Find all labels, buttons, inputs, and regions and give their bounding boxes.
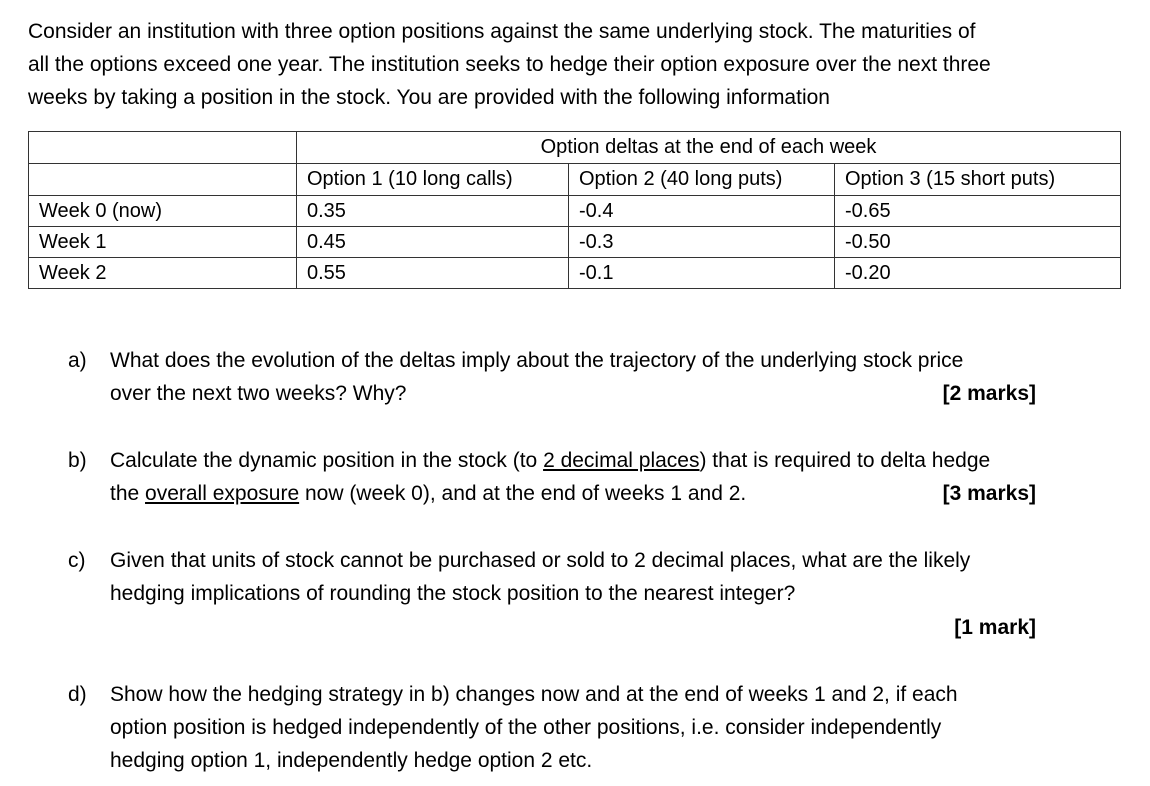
table-cell: -0.4 xyxy=(569,196,835,227)
row-label: Week 2 xyxy=(29,258,297,289)
question-d xyxy=(68,678,1108,777)
question-c xyxy=(68,544,1108,639)
empty-header-cell xyxy=(29,132,297,164)
column-header-option-2: Option 2 (40 long puts) xyxy=(569,164,835,196)
problem-intro xyxy=(28,15,1128,114)
question-d-line-3: hedging option 1, independently hedge option 2 etc. xyxy=(110,749,593,772)
table-cell: -0.50 xyxy=(835,227,1121,258)
text-segment: the xyxy=(110,482,146,505)
question-d-line-2: option position is hedged independently of the other positions, i.e. consider independently xyxy=(110,716,942,739)
underlined-term: 2 decimal places xyxy=(543,449,700,472)
table-cell: 0.55 xyxy=(297,258,569,289)
intro-line-2: all the options exceed one year. The institution seeks to hedge their option exposure over the next three xyxy=(28,53,991,76)
question-a-line-2: over the next two weeks? Why? xyxy=(110,382,407,405)
table-cell: -0.3 xyxy=(569,227,835,258)
group-header-row xyxy=(29,132,1121,164)
text-segment: ) that is required to delta hedge xyxy=(699,449,991,472)
option-deltas-table xyxy=(28,131,1121,289)
table-row xyxy=(29,227,1121,258)
marks-label: [1 mark] xyxy=(954,616,1036,639)
question-d-line-1: Show how the hedging strategy in b) changes now and at the end of weeks 1 and 2, if each xyxy=(110,683,958,706)
question-b-line-1 xyxy=(110,444,1108,477)
question-c-line-1: Given that units of stock cannot be purchased or sold to 2 decimal places, what are the likely xyxy=(110,549,971,572)
column-header-option-3: Option 3 (15 short puts) xyxy=(835,164,1121,196)
table-cell: 0.35 xyxy=(297,196,569,227)
table-cell: -0.65 xyxy=(835,196,1121,227)
intro-line-1: Consider an institution with three option positions against the same underlying stock. The maturities of xyxy=(28,20,976,43)
column-header-row xyxy=(29,164,1121,196)
table-row xyxy=(29,196,1121,227)
question-letter: a) xyxy=(68,349,87,372)
row-label: Week 1 xyxy=(29,227,297,258)
underlined-term: overall exposure xyxy=(145,482,300,505)
text-segment: now (week 0), and at the end of weeks 1 and 2. xyxy=(299,482,747,505)
text-segment: Calculate the dynamic position in the stock (to xyxy=(110,449,544,472)
marks-label: [3 marks] xyxy=(942,482,1036,505)
empty-header-cell xyxy=(29,164,297,196)
question-letter: b) xyxy=(68,449,87,472)
table-cell: -0.1 xyxy=(569,258,835,289)
table-cell: -0.20 xyxy=(835,258,1121,289)
question-c-line-2: hedging implications of rounding the stock position to the nearest integer? xyxy=(110,582,796,605)
column-header-option-1: Option 1 (10 long calls) xyxy=(297,164,569,196)
group-header: Option deltas at the end of each week xyxy=(297,132,1121,164)
question-b xyxy=(68,444,1108,510)
question-letter: d) xyxy=(68,683,87,706)
table-row xyxy=(29,258,1121,289)
row-label: Week 0 (now) xyxy=(29,196,297,227)
intro-line-3: weeks by taking a position in the stock. You are provided with the following information xyxy=(28,86,830,109)
question-a xyxy=(68,344,1108,410)
question-letter: c) xyxy=(68,549,86,572)
table-cell: 0.45 xyxy=(297,227,569,258)
question-a-line-1: What does the evolution of the deltas imply about the trajectory of the underlying stock price xyxy=(110,349,964,372)
marks-label: [2 marks] xyxy=(942,382,1036,405)
